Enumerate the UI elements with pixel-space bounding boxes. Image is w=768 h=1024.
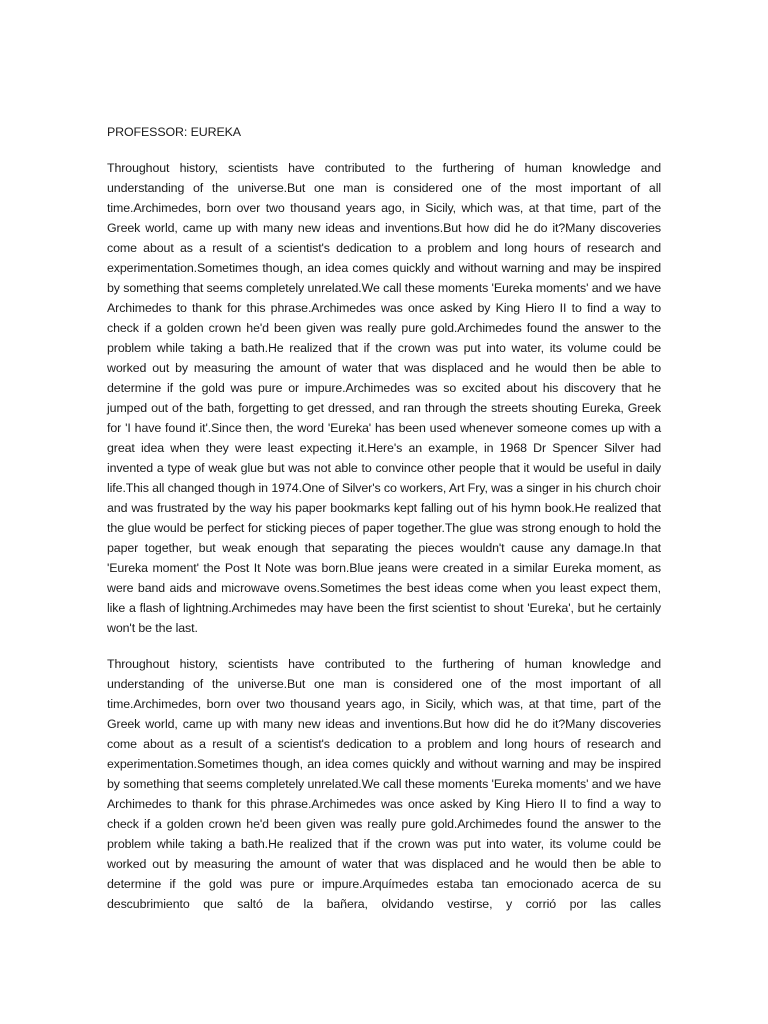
document-page	[107, 122, 661, 914]
paragraph-2: Throughout history, scientists have contributed to the furthering of human knowledge and understanding of the universe.But one man is considered one of the most important of all time.Archimedes, born over two thousand years ago, in Sicily, which was, at that time, part of the Greek world, came up with many new ideas and inventions.But how did he do it?Many discoveries come about as a result of a scientist's dedication to a problem and long hours of research and experimentation.Sometimes though, an idea comes quickly and without warning and may be inspired by something that seems completely unrelated.We call these moments 'Eureka moments' and we have Archimedes to thank for this phrase.Archimedes was once asked by King Hiero II to find a way to check if a golden crown he'd been given was really pure gold.Archimedes found the answer to the problem while taking a bath.He realized that if the crown was put into water, its volume could be worked out by measuring the amount of water that was displaced and he would then be able to determine if the gold was pure or impure.Arquímedes estaba tan emocionado acerca de su descubrimiento que saltó de la bañera, olvidando vestirse, y corrió por las calles	[107, 657, 661, 911]
document-title: PROFESSOR: EUREKA	[107, 125, 241, 139]
paragraph-1: Throughout history, scientists have contributed to the furthering of human knowledge and understanding of the universe.But one man is considered one of the most important of all time.Archimedes, born over two thousand years ago, in Sicily, which was, at that time, part of the Greek world, came up with many new ideas and inventions.But how did he do it?Many discoveries come about as a result of a scientist's dedication to a problem and long hours of research and experimentation.Sometimes though, an idea comes quickly and without warning and may be inspired by something that seems completely unrelated.We call these moments 'Eureka moments' and we have Archimedes to thank for this phrase.Archimedes was once asked by King Hiero II to find a way to check if a golden crown he'd been given was really pure gold.Archimedes found the answer to the problem while taking a bath.He realized that if the crown was put into water, its volume could be worked out by measuring the amount of water that was displaced and he would then be able to determine if the gold was pure or impure.Archimedes was so excited about his discovery that he jumped out of the bath, forgetting to get dressed, and ran through the streets shouting Eureka, Greek for 'I have found it'.Since then, the word 'Eureka' has been used whenever someone comes up with a great idea when they were least expecting it.Here's an example, in 1968 Dr Spencer Silver had invented a type of weak glue but was not able to convince other people that it would be useful in daily life.This all changed though in 1974.One of Silver's co workers, Art Fry, was a singer in his church choir and was frustrated by the way his paper bookmarks kept falling out of his hymn book.He realized that the glue would be perfect for sticking pieces of paper together.The glue was strong enough to hold the paper together, but weak enough that separating the pieces wouldn't cause any damage.In that 'Eureka moment' the Post It Note was born.Blue jeans were created in a similar Eureka moment, as were band aids and microwave ovens.Sometimes the best ideas come when you least expect them, like a flash of lightning.Archimedes may have been the first scientist to shout 'Eureka', but he certainly won't be the last.	[107, 161, 661, 635]
